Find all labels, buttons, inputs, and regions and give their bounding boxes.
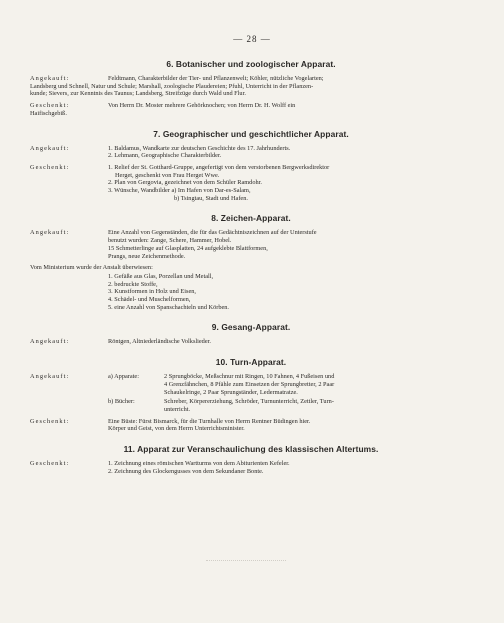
section-title-zeichen: 8. Zeichen-Apparat.	[211, 213, 291, 224]
list-item: 5. eine Anzahl von Spanschachteln und Körben.	[108, 303, 230, 311]
entry-angekauft	[30, 229, 482, 260]
entry-geschenkt	[30, 163, 482, 203]
text-line: Schreber, Körpererziehung, Schröder, Turnunterricht, Zettler, Turn-	[164, 398, 334, 406]
label-angekauft: Angekauft:	[30, 229, 70, 237]
text-line: Prangs, neue Zeichenmethode.	[108, 252, 186, 260]
list-item: 2. bedruckte Stoffe,	[108, 280, 158, 288]
buecher-row	[108, 398, 482, 413]
list-item: 3. Kunstformen in Holz und Eisen,	[108, 288, 196, 296]
label-apparate: a) Apparate:	[108, 373, 139, 381]
text-line: Von Herrn Dr. Moster mehrere Gehörknochen; von Herrn Dr. H. Wolff ein	[108, 102, 296, 110]
label-angekauft: Angekauft:	[30, 338, 70, 346]
text-line: 15 Schmetterlinge auf Glasplatten, 24 aufgeklebte Blattformen,	[108, 244, 268, 252]
ministerium-intro: Vom Ministerium wurde der Anstalt überwiesen:	[30, 264, 153, 272]
section-geographisch	[30, 144, 482, 203]
list-item: 2. Lehmann, Geographische Charakterbilder.	[108, 152, 222, 160]
section-title-botanisch: 6. Botanischer und zoologischer Apparat.	[166, 59, 336, 69]
list-item: 2. Zeichnung des Glockengusses von dem Sekundaner Bonte.	[108, 467, 264, 475]
text-line: kunde; Sievers, zur Kenntnis des Taunus; Landsberg, Streifzüge durch Wald und Flur.	[30, 90, 246, 98]
label-geschenkt: Geschenkt:	[30, 102, 70, 110]
entry-geschenkt	[30, 417, 482, 433]
list-item-continued: Herget, geschenkt von Frau Herget Wwe.	[115, 171, 220, 179]
label-angekauft: Angekauft:	[30, 75, 70, 82]
section-zeichen	[30, 229, 482, 311]
list-item: 4. Schädel- und Muschelformen,	[108, 296, 191, 304]
section-title-geographisch: 7. Geographischer und geschichtlicher Apparat.	[153, 128, 349, 139]
list-item: 1. Relief der St. Gotthard-Gruppe, angefertigt von dem verstorbenen Bergwerksdirektor	[108, 163, 330, 171]
text-line: Schaukelringe, 2 Paar Sprungständer, Ledermatratze.	[164, 388, 298, 396]
entry-angekauft	[30, 373, 482, 414]
label-angekauft: Angekauft:	[30, 144, 70, 152]
section-turn	[30, 373, 482, 433]
section-title-turn: 10. Turn-Apparat.	[215, 357, 287, 368]
text-line: Röntgen, Altniederländische Volkslieder.	[108, 338, 211, 346]
text-line: unterricht.	[164, 405, 191, 413]
label-geschenkt: Geschenkt:	[30, 460, 70, 468]
section-title-gesang: 9. Gesang-Apparat.	[211, 322, 291, 333]
apparate-row	[108, 373, 482, 396]
entry-geschenkt	[30, 460, 482, 475]
list-item: 3. Wünsche, Wandbilder a) Im Hafen von Dar-es-Salam,	[108, 187, 251, 195]
text-line: 4 Grenzfähnchen, 8 Pfähle zum Einsetzen der Sprungbretter, 2 Paar	[164, 380, 335, 388]
faint-bleed-through-line	[206, 560, 286, 562]
page-number: — 28 —	[233, 34, 271, 44]
label-angekauft: Angekauft:	[30, 373, 70, 381]
section-altertum	[30, 460, 482, 475]
label-geschenkt: Geschenkt:	[30, 163, 70, 171]
text-line: Landsberg und Schnell, Natur und Schule; Marshall, zoologische Plaudereien; Pfuhl, Unterricht in der Pflanzen-	[30, 82, 314, 90]
list-item-continued: b) Tsingtau, Stadt und Hafen.	[174, 194, 248, 202]
list-item: 1. Baldamus, Wandkarte zur deutschen Geschichte des 17. Jahrhunderts.	[108, 144, 291, 152]
text-line: 2 Sprungböcke, Meßschnur mit Ringen, 10 Fahnen, 4 Fußeisen und	[164, 373, 335, 381]
section-gesang	[30, 338, 482, 346]
entry-angekauft	[30, 144, 482, 160]
list-item: 1. Gefäße aus Glas, Porzellan und Metall,	[108, 272, 214, 280]
text-line: benutzt wurden: Zange, Schere, Hammer, Hobel.	[108, 237, 232, 245]
ministerium-list	[108, 273, 482, 312]
section-botanisch	[30, 75, 482, 118]
text-line: Eine Büste: Fürst Bismarck, für die Turnhalle von Herrn Rentner Büdingen hier.	[108, 417, 311, 425]
entry-geschenkt	[30, 102, 482, 117]
section-title-altertum: 11. Apparat zur Veranschaulichung des klassischen Altertums.	[123, 444, 379, 455]
text-line: Haifischgebiß.	[30, 109, 67, 117]
text-line: Eine Anzahl von Gegenständen, die für das Gedächtniszeichnen auf der Unterstufe	[108, 229, 317, 237]
label-geschenkt: Geschenkt:	[30, 417, 70, 425]
text-line: Körper und Geist, von dem Herrn Unterrichtsminister.	[108, 425, 245, 433]
list-item: 1. Zeichnung eines römischen Wartturms von dem Abiturienten Kefeler.	[108, 460, 290, 468]
label-buecher: b) Bücher:	[108, 398, 135, 406]
text-line: Feldtmann, Charakterbilder der Tier- und Pflanzenwelt; Köhler, nützliche Vogelarten;	[108, 75, 324, 82]
entry-angekauft	[30, 338, 482, 346]
list-item: 2. Plan von Gergovia, gezeichnet von dem Schüler Ramdohr.	[108, 179, 262, 187]
entry-angekauft	[30, 75, 482, 98]
